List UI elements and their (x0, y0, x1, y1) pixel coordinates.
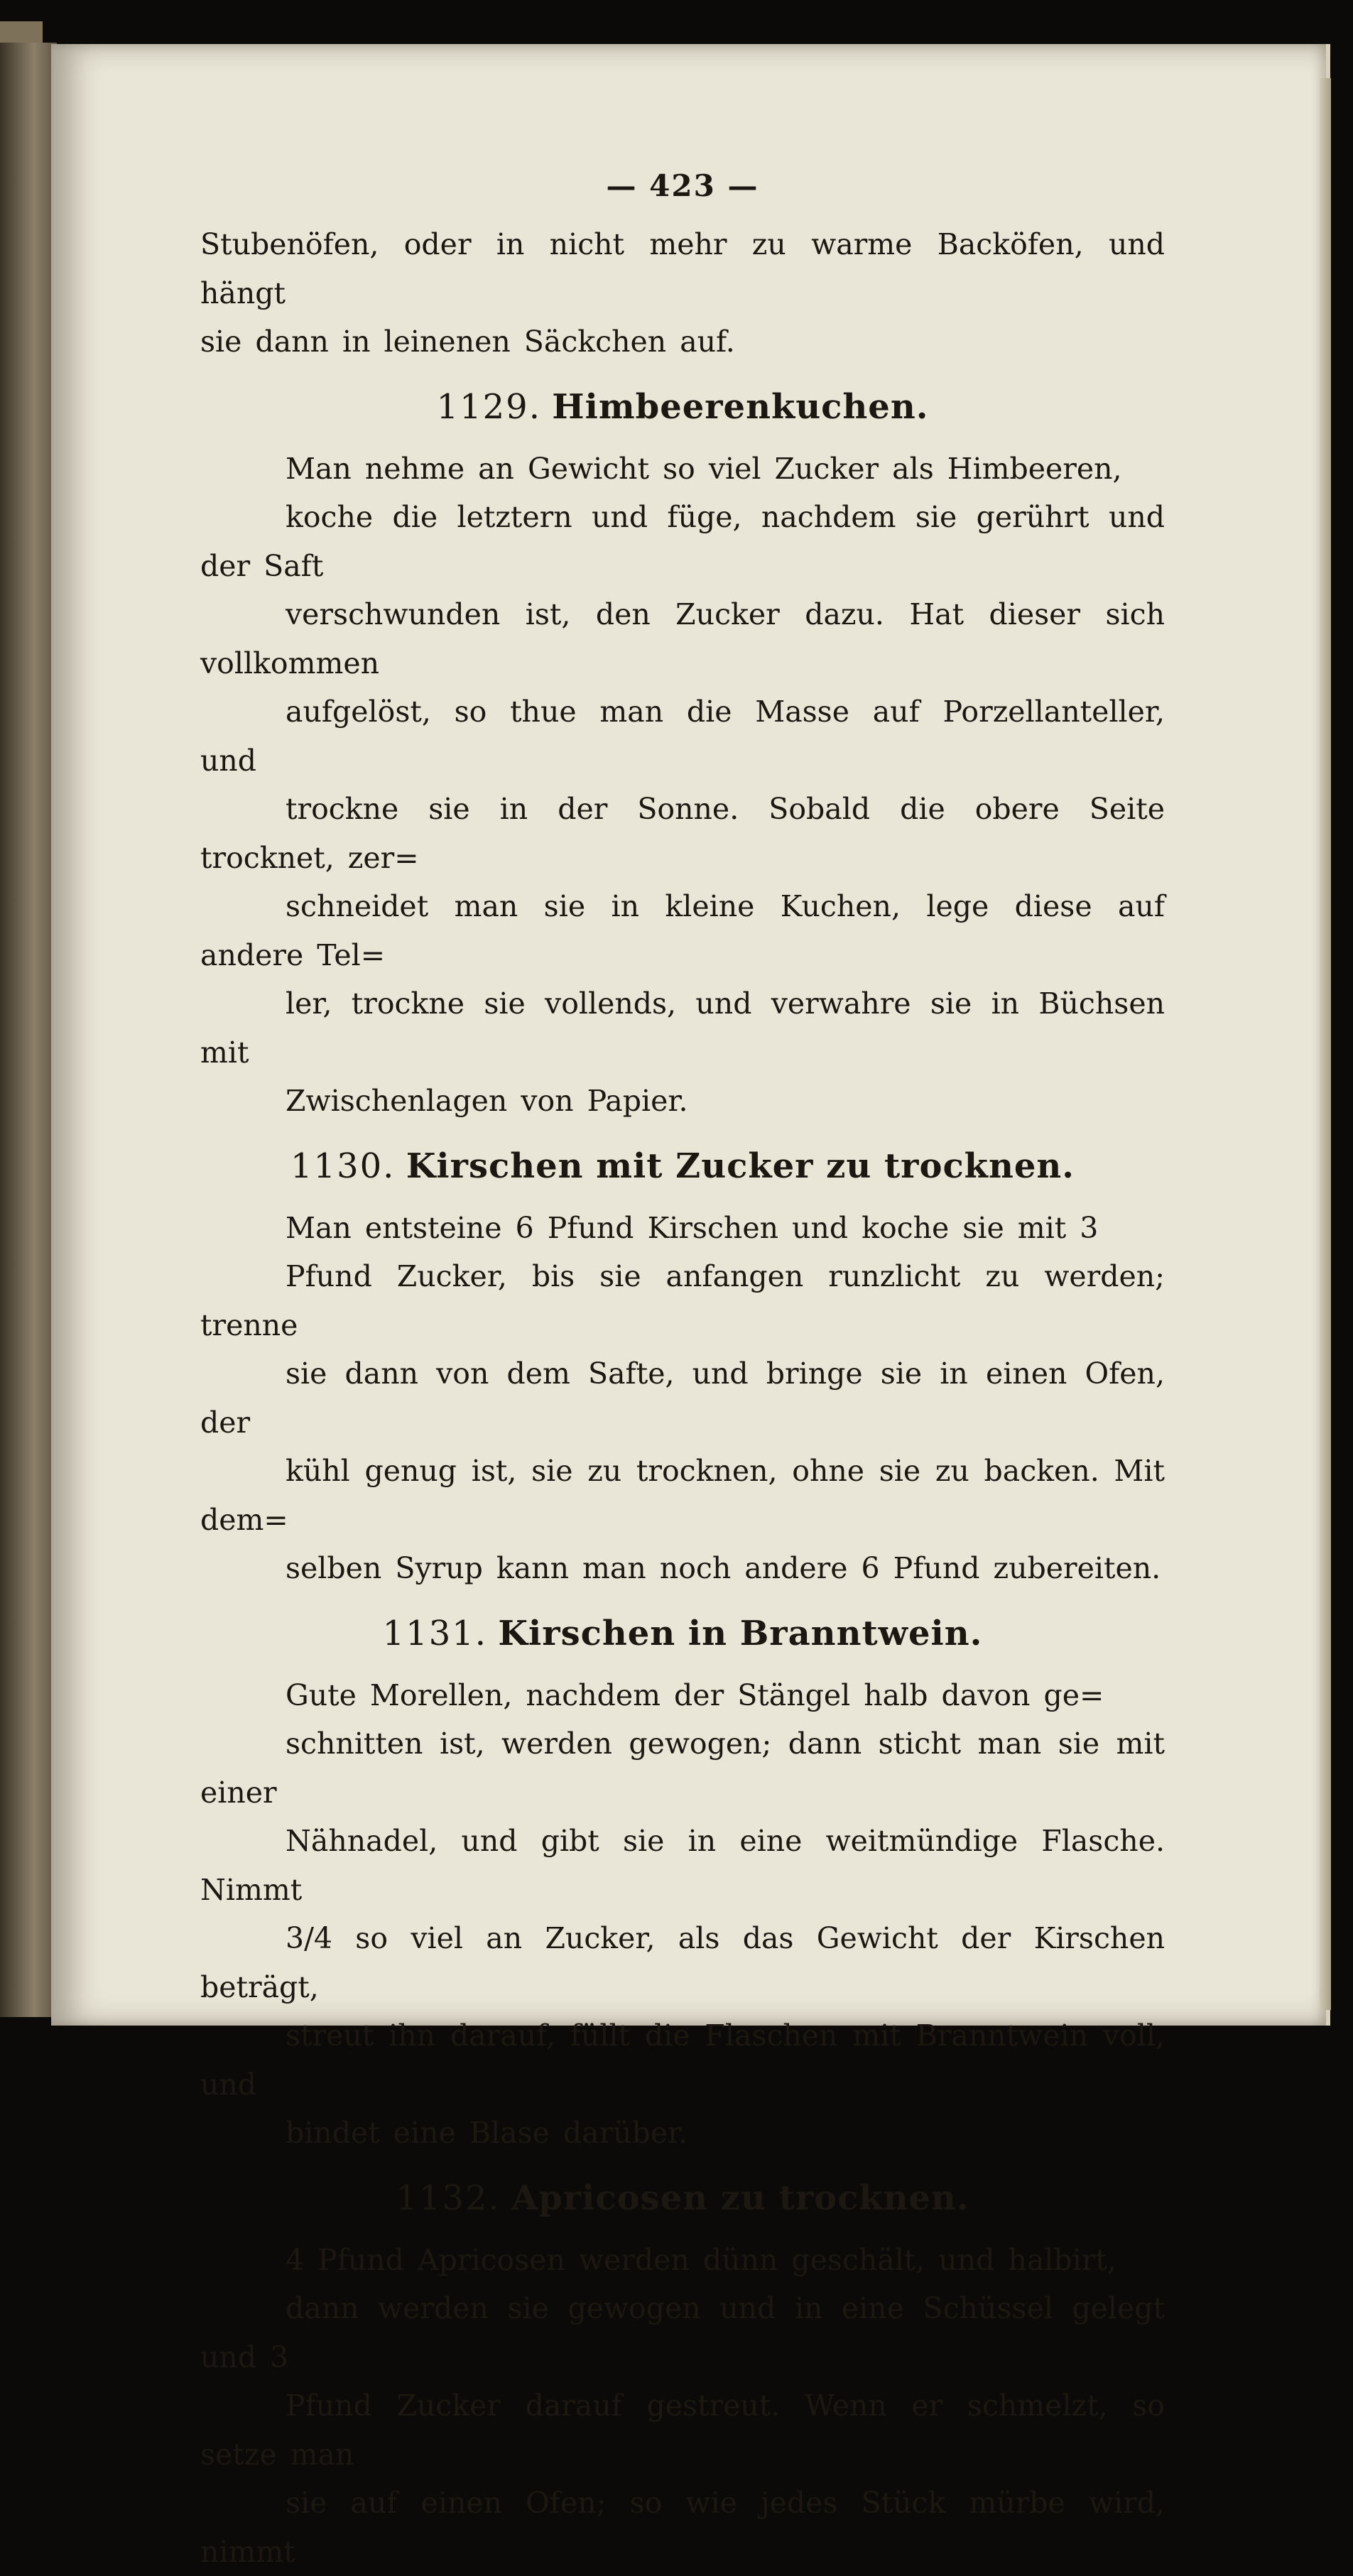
text-line: verschwunden ist, den Zucker dazu. Hat dieser sich vollkommen (200, 590, 1165, 688)
text-line: Stubenöfen, oder in nicht mehr zu warme Backöfen, und hängt (200, 220, 1165, 317)
text-line: sie dann von dem Safte, und bringe sie in einen Ofen, der (200, 1349, 1165, 1447)
text-line: bindet eine Blase darüber. (200, 2109, 1165, 2158)
text-line: selben Syrup kann man noch andere 6 Pfund zubereiten. (200, 1544, 1165, 1593)
text-line: 4 Pfund Apricosen werden dünn geschält, und halbirt, (200, 2236, 1165, 2285)
recipe-number: 1129. (437, 387, 541, 427)
recipe-title: Apricosen zu trocknen. (511, 2178, 969, 2218)
text-line: Pfund Zucker darauf gestreut. Wenn er schmelzt, so setze man (200, 2381, 1165, 2479)
page-number: — 423 — (200, 165, 1165, 207)
recipe-number: 1130. (290, 1146, 395, 1186)
text-line: Gute Morellen, nachdem der Stängel halb davon ge= (200, 1671, 1165, 1720)
recipe-title: Himbeerenkuchen. (552, 387, 928, 427)
text-line: streut ihn darauf, füllt die Flaschen mit Branntwein voll, und (200, 2011, 1165, 2109)
recipe-heading-1132 (200, 2170, 1165, 2226)
recipe-number: 1131. (383, 1614, 487, 1653)
recipe-title: Kirschen mit Zucker zu trocknen. (406, 1146, 1075, 1186)
text-line: aufgelöst, so thue man die Masse auf Porzellanteller, und (200, 688, 1165, 785)
text-line: 3/4 so viel an Zucker, als das Gewicht der Kirschen beträgt, (200, 1914, 1165, 2011)
recipe-title: Kirschen in Branntwein. (498, 1614, 982, 1653)
recipe-heading-1131 (200, 1606, 1165, 1661)
text-line: kühl genug ist, sie zu trocknen, ohne sie zu backen. Mit dem= (200, 1447, 1165, 1544)
book-binding (0, 43, 57, 2017)
text-line: schneidet man sie in kleine Kuchen, lege diese auf andere Tel= (200, 882, 1165, 979)
text-line: Man entsteine 6 Pfund Kirschen und koche sie mit 3 (200, 1204, 1165, 1253)
text-line: ler, trockne sie vollends, und verwahre sie in Büchsen mit (200, 979, 1165, 1077)
text-line: trockne sie in der Sonne. Sobald die obere Seite trocknet, zer= (200, 785, 1165, 882)
recipe-text-1131 (200, 1671, 1165, 2158)
text-line: Pfund Zucker, bis sie anfangen runzlicht zu werden; trenne (200, 1252, 1165, 1349)
page-edge (1320, 78, 1331, 2010)
text-line: Nähnadel, und gibt sie in eine weitmündige Flasche. Nimmt (200, 1817, 1165, 1914)
text-line: koche die letztern und füge, nachdem sie gerührt und der Saft (200, 493, 1165, 590)
recipe-number: 1132. (396, 2178, 500, 2218)
recipe-text-1132 (200, 2236, 1165, 2576)
text-line: Zwischenlagen von Papier. (200, 1077, 1165, 1126)
recipe-text-1130 (200, 1204, 1165, 1593)
intro-paragraph (200, 220, 1165, 366)
recipe-heading-1130 (200, 1138, 1165, 1194)
text-line: schnitten ist, werden gewogen; dann sticht man sie mit einer (200, 1719, 1165, 1817)
recipe-text-1129 (200, 445, 1165, 1126)
recipe-heading-1129 (200, 379, 1165, 435)
page-content (200, 165, 1165, 2576)
text-line: sie dann in leinenen Säckchen auf. (200, 317, 1165, 366)
text-line: sie auf einen Ofen; so wie jedes Stück mürbe wird, nimmt (200, 2479, 1165, 2576)
text-line: Man nehme an Gewicht so viel Zucker als Himbeeren, (200, 445, 1165, 494)
text-line: dann werden sie gewogen und in eine Schüssel gelegt und 3 (200, 2284, 1165, 2381)
